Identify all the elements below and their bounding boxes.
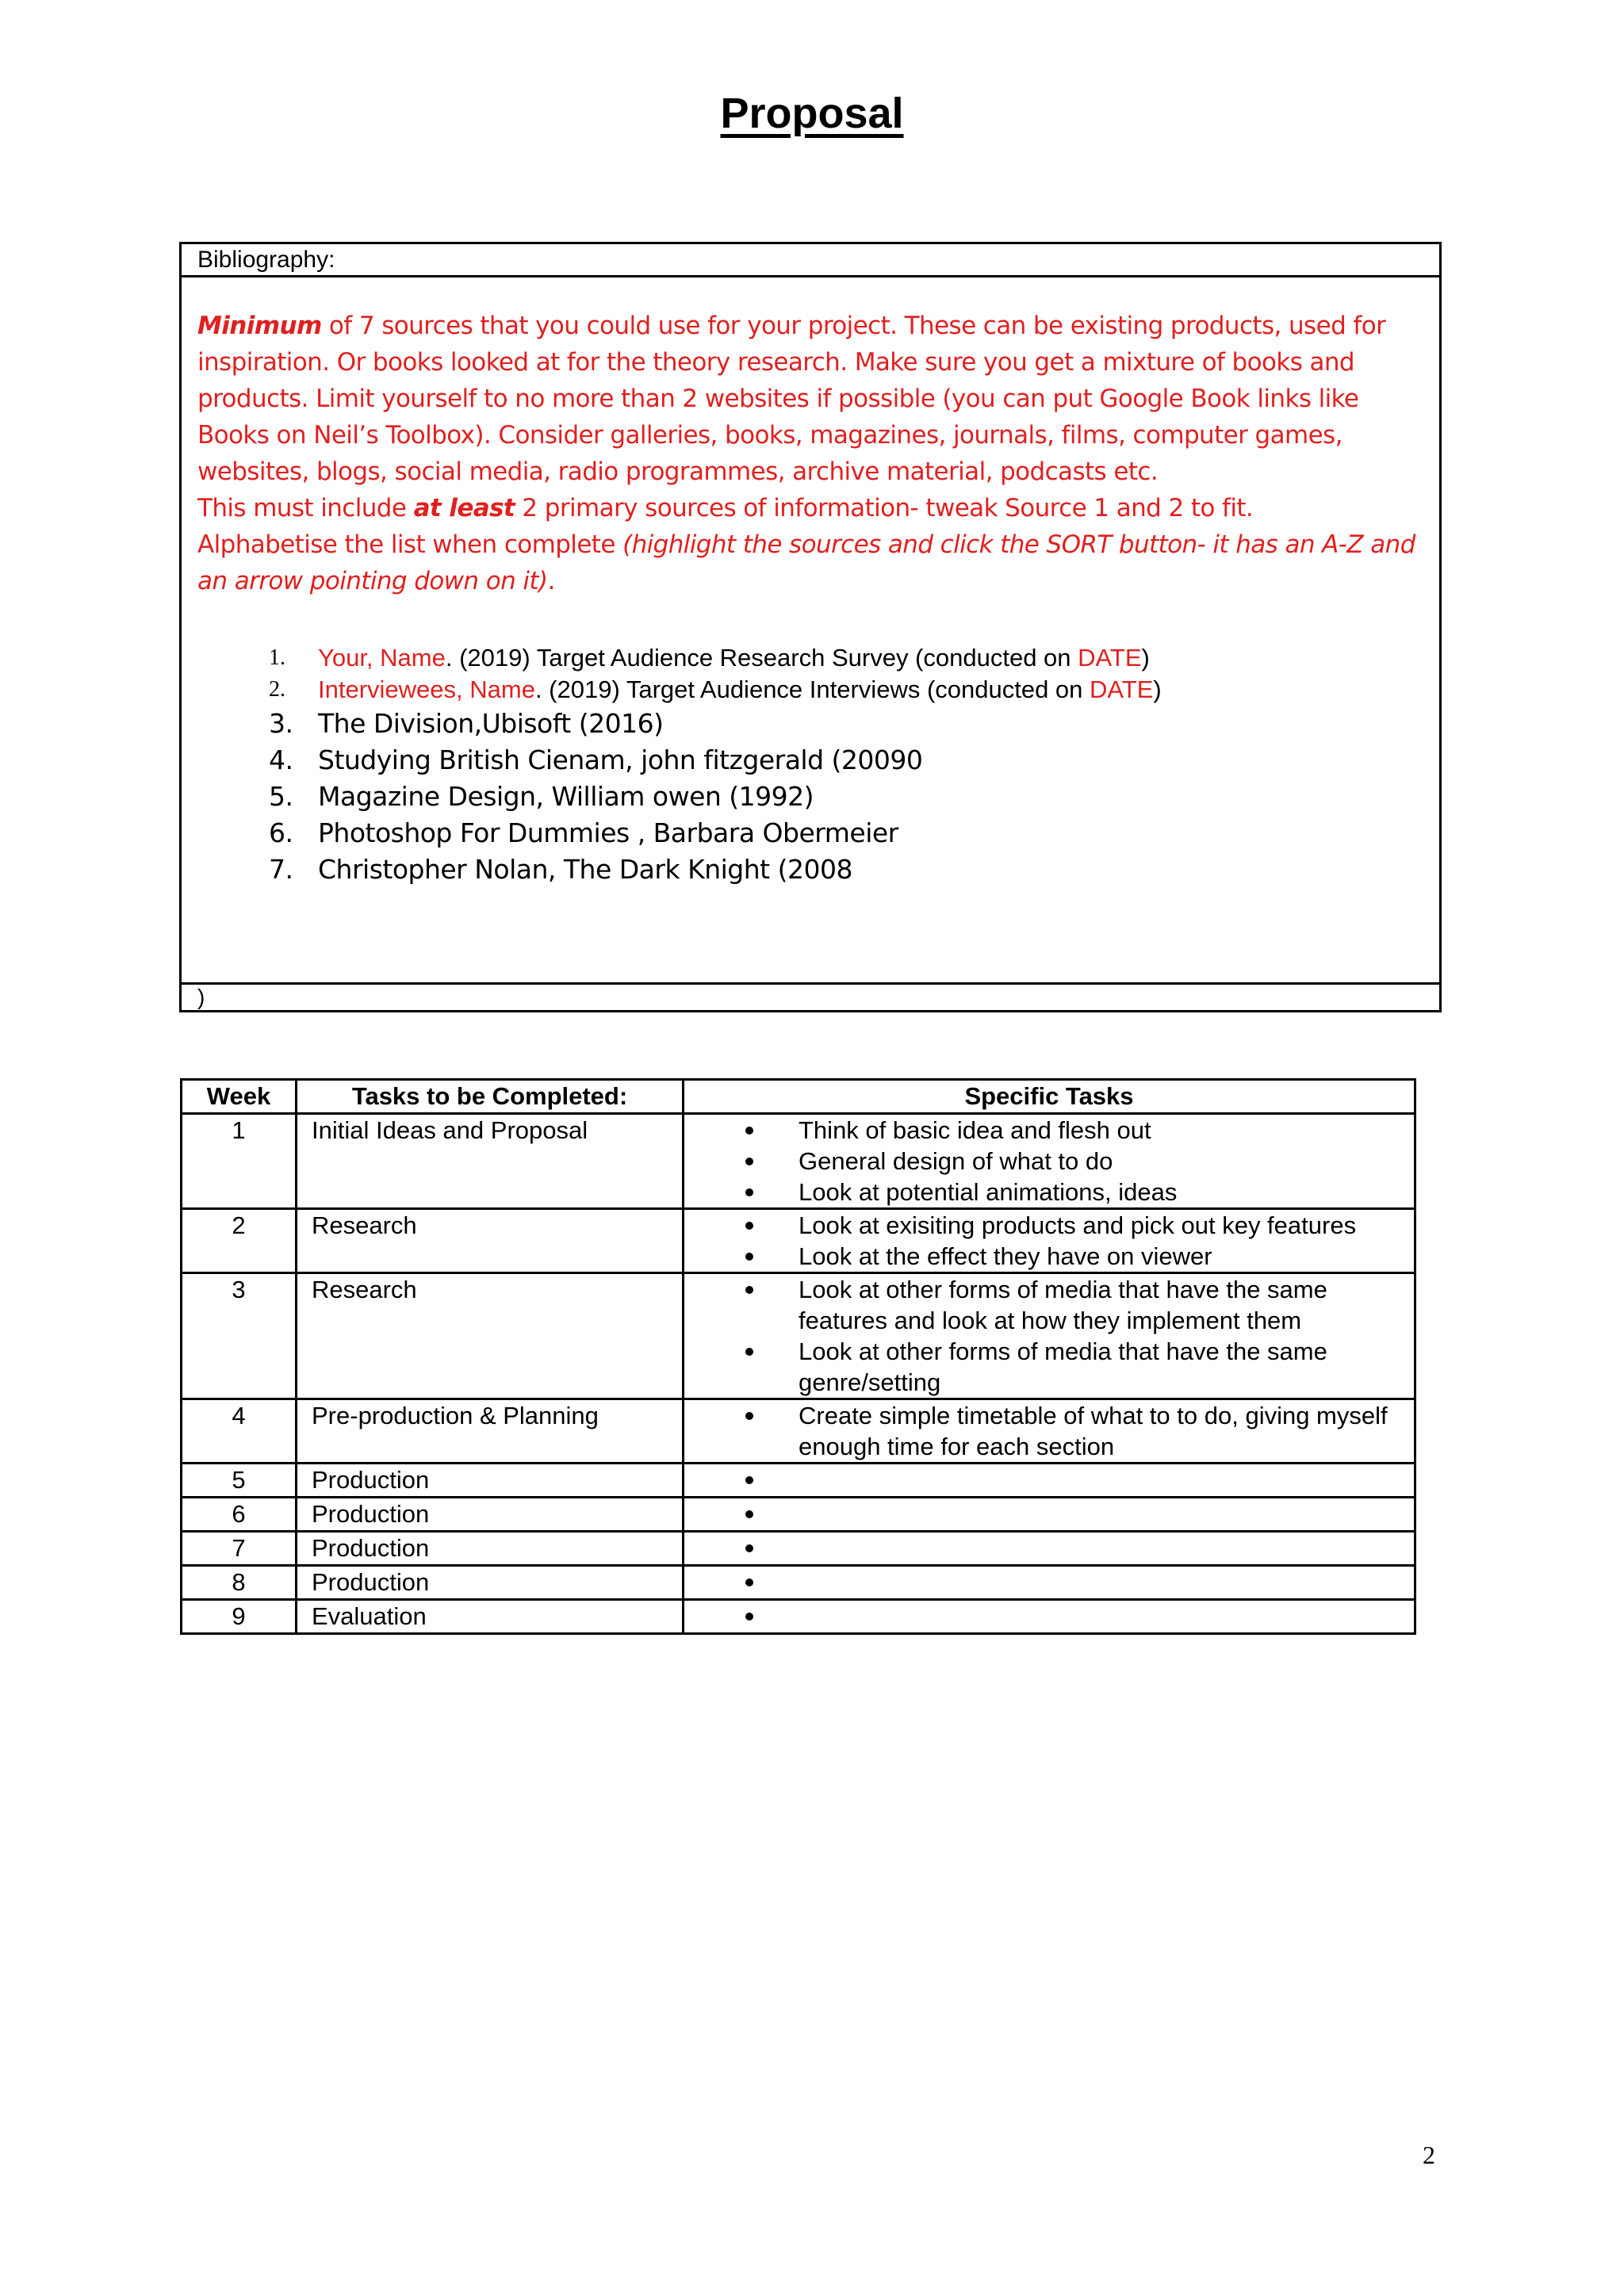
list-item bbox=[245, 742, 1419, 779]
bullet-item: Look at exisiting products and pick out key features bbox=[684, 1210, 1414, 1241]
header-week: Week bbox=[182, 1080, 297, 1114]
bibliography-header: Bibliography: bbox=[182, 244, 1439, 277]
source-author: Your, Name bbox=[318, 644, 446, 672]
specific-cell bbox=[684, 1498, 1415, 1532]
list-number: 7. bbox=[269, 854, 293, 885]
task-cell: Production bbox=[297, 1532, 684, 1566]
bibliography-instructions bbox=[197, 308, 1434, 599]
bibliography-box bbox=[179, 242, 1442, 1012]
instructions-text: of 7 sources that you could use for your project. These can be existing products, used for inspiration. Or books looked at for the theory research. Make sure you get a mixture of books and products. Limit yourself to no more than 2 websites if possible (you can put Google Book links like Books on Neil’s Toolbox). Consider galleries, books, magazines, journals, films, computer games, websites, blogs, social media, radio programmes, archive material, podcasts etc. bbox=[197, 312, 1386, 486]
week-cell: 1 bbox=[182, 1114, 297, 1209]
table-header-row bbox=[182, 1080, 1415, 1114]
header-tasks: Tasks to be Completed: bbox=[297, 1080, 684, 1114]
source-date: DATE bbox=[1090, 675, 1154, 703]
bullet-item: Look at potential animations, ideas bbox=[684, 1177, 1414, 1207]
list-item bbox=[245, 706, 1419, 742]
source-detail: . (2019) Target Audience Research Survey (conducted on bbox=[445, 644, 1078, 672]
specific-cell bbox=[684, 1532, 1415, 1566]
list-item bbox=[245, 851, 1419, 888]
source-text: Studying British Cienam, john fitzgerald (20090 bbox=[318, 744, 923, 775]
instructions-paragraph-2 bbox=[197, 490, 1434, 526]
source-text: The Division,Ubisoft (2016) bbox=[318, 708, 664, 739]
week-cell: 5 bbox=[182, 1464, 297, 1498]
source-text: Photoshop For Dummies , Barbara Obermeier bbox=[318, 817, 898, 848]
bullet-item: Think of basic idea and flesh out bbox=[684, 1115, 1414, 1146]
list-number: 2. bbox=[269, 677, 285, 702]
source-date: DATE bbox=[1078, 644, 1142, 672]
list-item bbox=[245, 642, 1419, 674]
source-close: ) bbox=[1141, 644, 1150, 672]
task-cell: Research bbox=[297, 1209, 684, 1273]
specific-cell bbox=[684, 1273, 1415, 1399]
week-cell: 2 bbox=[182, 1209, 297, 1273]
task-cell: Evaluation bbox=[297, 1600, 684, 1634]
bullet-item bbox=[684, 1533, 1414, 1563]
instructions-paragraph-3 bbox=[197, 526, 1434, 599]
task-cell: Research bbox=[297, 1273, 684, 1399]
instructions-at-least: at least bbox=[413, 494, 515, 522]
table-row bbox=[182, 1273, 1415, 1399]
source-text: Magazine Design, William owen (1992) bbox=[318, 781, 814, 812]
list-number: 6. bbox=[269, 817, 293, 848]
table-row bbox=[182, 1600, 1415, 1634]
week-cell: 7 bbox=[182, 1532, 297, 1566]
specific-cell bbox=[684, 1600, 1415, 1634]
task-cell: Pre-production & Planning bbox=[297, 1399, 684, 1464]
week-cell: 8 bbox=[182, 1566, 297, 1600]
list-item bbox=[245, 815, 1419, 851]
list-item bbox=[245, 779, 1419, 815]
instructions-must: This must include bbox=[197, 494, 414, 522]
source-close: ) bbox=[1153, 675, 1162, 703]
source-text bbox=[318, 642, 1150, 674]
instructions-period: . bbox=[547, 567, 555, 595]
list-number: 1. bbox=[269, 645, 285, 670]
list-number: 5. bbox=[269, 781, 293, 812]
specific-cell bbox=[684, 1114, 1415, 1209]
task-cell: Production bbox=[297, 1566, 684, 1600]
list-number: 4. bbox=[269, 744, 293, 775]
source-list bbox=[245, 642, 1419, 888]
bullet-item bbox=[684, 1601, 1414, 1632]
source-text: Christopher Nolan, The Dark Knight (2008 bbox=[318, 854, 852, 885]
bullet-item: Look at other forms of media that have the same genre/setting bbox=[684, 1336, 1414, 1398]
task-cell: Production bbox=[297, 1498, 684, 1532]
instructions-sort-hint: (highlight the sources and click the SORT button- it has an A-Z and an arrow pointing down on it) bbox=[197, 530, 1415, 595]
bibliography-body bbox=[182, 277, 1439, 985]
bullet-item: Create simple timetable of what to to do, giving myself enough time for each section bbox=[684, 1400, 1414, 1462]
list-number: 3. bbox=[269, 708, 293, 739]
instructions-minimum: Minimum bbox=[197, 312, 322, 340]
week-cell: 9 bbox=[182, 1600, 297, 1634]
table-row bbox=[182, 1532, 1415, 1566]
source-author: Interviewees, Name bbox=[318, 675, 535, 703]
task-cell: Initial Ideas and Proposal bbox=[297, 1114, 684, 1209]
source-text bbox=[318, 674, 1162, 706]
specific-cell bbox=[684, 1399, 1415, 1464]
header-specific: Specific Tasks bbox=[684, 1080, 1415, 1114]
table-row bbox=[182, 1209, 1415, 1273]
table-row bbox=[182, 1399, 1415, 1464]
task-cell: Production bbox=[297, 1464, 684, 1498]
instructions-alphabetise: Alphabetise the list when complete bbox=[197, 530, 623, 559]
table-row bbox=[182, 1566, 1415, 1600]
schedule-table bbox=[180, 1078, 1416, 1635]
bullet-item bbox=[684, 1464, 1414, 1495]
bullet-item: Look at other forms of media that have the same features and look at how they implement them bbox=[684, 1274, 1414, 1336]
table-row bbox=[182, 1464, 1415, 1498]
table-row bbox=[182, 1498, 1415, 1532]
bullet-item bbox=[684, 1498, 1414, 1529]
source-detail: . (2019) Target Audience Interviews (conducted on bbox=[534, 675, 1090, 703]
table-row bbox=[182, 1114, 1415, 1209]
page-title: Proposal bbox=[720, 90, 904, 137]
specific-cell bbox=[684, 1209, 1415, 1273]
instructions-primary: 2 primary sources of information- tweak Source 1 and 2 to fit. bbox=[515, 494, 1254, 522]
instructions-paragraph-1 bbox=[197, 308, 1434, 490]
bullet-item bbox=[684, 1567, 1414, 1598]
week-cell: 3 bbox=[182, 1273, 297, 1399]
bibliography-closing: ) bbox=[197, 985, 205, 1009]
week-cell: 6 bbox=[182, 1498, 297, 1532]
page-number: 2 bbox=[1423, 2141, 1435, 2169]
specific-cell bbox=[684, 1566, 1415, 1600]
bullet-item: Look at the effect they have on viewer bbox=[684, 1241, 1414, 1272]
list-item bbox=[245, 674, 1419, 706]
bullet-item: General design of what to do bbox=[684, 1146, 1414, 1177]
week-cell: 4 bbox=[182, 1399, 297, 1464]
specific-cell bbox=[684, 1464, 1415, 1498]
